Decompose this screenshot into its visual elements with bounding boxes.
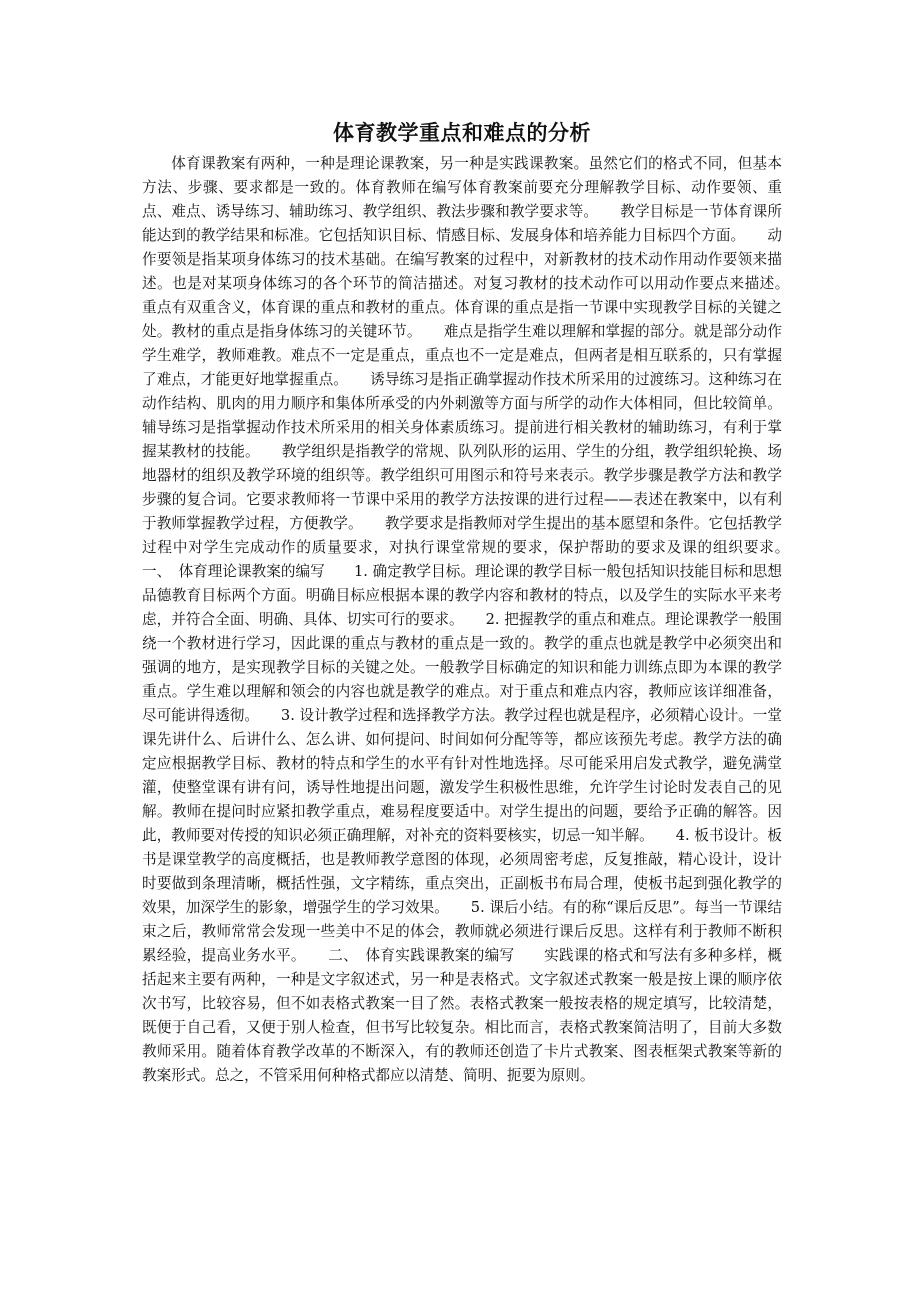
document-title: 体育教学重点和难点的分析 <box>333 120 591 145</box>
document-body: 体育课教案有两种，一种是理论课教案，另一种是实践课教案。虽然它们的格式不同，但基本方法、步骤、要求都是一致的。体育教师在编写体育教案前要充分理解教学目标、动作要领、重点、难点、诱导练习、辅助练习、教学组织、教法步骤和教学要求等。 教学目标是一节体育课所能达到的教学结果和标准。它包括知识目标、情感目标、发展身体和培养能力目标四个方面。 动作要领是指某项身体练习的技术基础。在编写教案的过程中，对新教材的技术动作用动作要领来描述。也是对某项身体练习的各个环节的简洁描述。对复习教材的技术动作可以用动作要点来描述。 重点有双重含义，体育课的重点和教材的重点。体育课的重点是指一节课中实现教学目标的关键之处。教材的重点是指身体练习的关键环节。 难点是指学生难以理解和掌握的部分。就是部分动作学生难学，教师难教。难点不一定是重点，重点也不一定是难点，但两者是相互联系的，只有掌握了难点，才能更好地掌握重点。 诱导练习是指正确掌握动作技术所采用的过渡练习。这种练习在动作结构、肌肉的用力顺序和集体所承受的内外刺激等方面与所学的动作大体相同，但比较简单。辅导练习是指掌握动作技术所采用的相关身体素质练习。提前进行相关教材的辅助练习，有利于掌握某教材的技能。 教学组织是指教学的常规、队列队形的运用、学生的分组，教学组织轮换、场地器材的组织及教学环境的组织等。教学组织可用图示和符号来表示。教学步骤是教学方法和教学步骤的复合词。它要求教师将一节课中采用的教学方法按课的进行过程——表述在教案中，以有利于教师掌握教学过程，方便教学。 教学要求是指教师对学生提出的基本愿望和条件。它包括教学过程中对学生完成动作的质量要求，对执行课堂常规的要求，保护帮助的要求及课的组织要求。 一、 体育理论课教案的编写 1. 确定教学目标。理论课的教学目标一般包括知识技能目标和思想品德教育目标两个方面。明确目标应根据本课的教学内容和教材的特点，以及学生的实际水平来考虑，并符合全面、明确、具体、切实可行的要求。 2. 把握教学的重点和难点。理论课教学一般围绕一个教材进行学习，因此课的重点与教材的重点是一致的。教学的重点也就是教学中必须突出和强调的地方，是实现教学目标的关键之处。一般教学目标确定的知识和能力训练点即为本课的教学重点。学生难以理解和领会的内容也就是教学的难点。对于重点和难点内容，教师应该详细准备，尽可能讲得透彻。 3. 设计教学过程和选择教学方法。教学过程也就是程序，必须精心设计。一堂课先讲什么、后讲什么、怎么讲、如何提问、时间如何分配等等，都应该预先考虑。教学方法的确定应根据教学目标、教材的特点和学生的水平有针对性地选择。尽可能采用启发式教学，避免满堂灌，使整堂课有讲有问，诱导性地提出问题，激发学生积极性思维，允许学生讨论时发表自己的见解。教师在提问时应紧扣教学重点，难易程度要适中。对学生提出的问题，要给予正确的解答。因此，教师要对传授的知识必须正确理解，对补充的资料要核实，切忌一知半解。 4. 板书设计。板书是课堂教学的高度概括，也是教师教学意图的体现，必须周密考虑，反复推敲，精心设计，设计时要做到条理清晰，概括性强，文字精练，重点突出，正副板书布局合理，使板书起到强化教学的效果，加深学生的影象，增强学生的学习效果。 5. 课后小结。有的称“课后反思”。每当一节课结束之后，教师常常会发现一些美中不足的体会，教师就必须进行课后反思。这样有利于教师不断积累经验，提高业务水平。 二、 体育实践课教案的编写 实践课的格式和写法有多种多样，概括起来主要有两种，一种是文字叙述式，另一种是表格式。文字叙述式教案一般是按上课的顺序依次书写，比较容易，但不如表格式教案一目了然。表格式教案一般按表格的规定填写，比较清楚，既便于自己看，又便于别人检查，但书写比较复杂。相比而言，表格式教案简洁明了，目前大多数教师采用。随着体育教学改革的不断深入，有的教师还创造了卡片式教案、图表框架式教案等新的教案形式。总之，不管采用何种格式都应以清楚、简明、扼要为原则。 <box>142 155 812 1084</box>
document-page <box>142 118 812 1088</box>
